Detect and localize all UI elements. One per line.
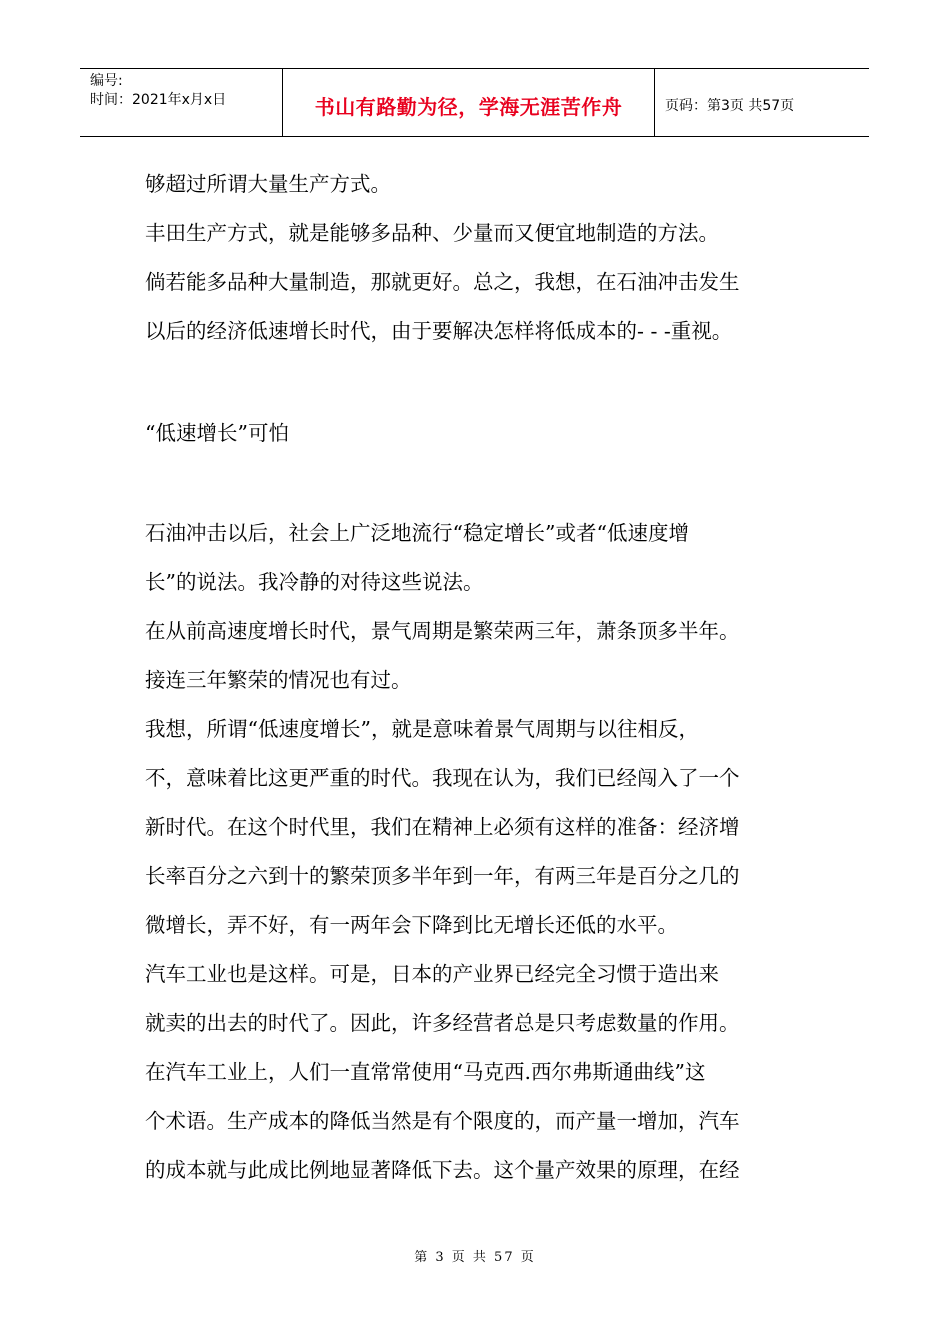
text-line: 微增长，弄不好，有一两年会下降到比无增长还低的水平。: [145, 913, 678, 937]
header-meta: [80, 69, 283, 136]
paragraph-3: [145, 509, 825, 1195]
text-line: 个术语。生产成本的降低当然是有个限度的，而产量一增加，汽车: [145, 1109, 740, 1133]
header-page-info-cell: [655, 69, 869, 136]
page-footer: [0, 1246, 950, 1265]
paragraph-1: [145, 160, 825, 209]
text-line: 在汽车工业上，人们一直常常使用“马克西.西尔弗斯通曲线”这: [145, 1060, 706, 1084]
text-line: 的成本就与此成比例地显著降低下去。这个量产效果的原理，在经: [145, 1158, 740, 1182]
paragraph-2: [145, 209, 825, 356]
text-line: 不，意味着比这更严重的时代。我现在认为，我们已经闯入了一个: [145, 766, 740, 790]
header-motto-cell: [283, 69, 655, 136]
text-line: 石油冲击以后，社会上广泛地流行“稳定增长”或者“低速度增: [145, 521, 689, 545]
text-line: 接连三年繁荣的情况也有过。: [145, 668, 412, 692]
page-header: [80, 68, 869, 137]
text-line: 丰田生产方式，就是能够多品种、少量而又便宜地制造的方法。: [145, 221, 719, 245]
text-line: 就卖的出去的时代了。因此，许多经营者总是只考虑数量的作用。: [145, 1011, 740, 1035]
section-heading: “低速增长”可怕: [145, 421, 289, 445]
text-line: 我想，所谓“低速度增长”，就是意味着景气周期与以往相反，: [145, 717, 699, 741]
text-line: 在从前高速度增长时代，景气周期是繁荣两三年，萧条顶多半年。: [145, 619, 740, 643]
footer-page-number: 第 3 页 共 57 页: [414, 1250, 536, 1265]
document-number-label: 编号:: [90, 73, 123, 89]
text-line: 够超过所谓大量生产方式。: [145, 172, 391, 196]
section-heading-block: [145, 409, 825, 458]
text-line: 以后的经济低速增长时代，由于要解决怎样将低成本的- - -重视。: [145, 319, 733, 343]
text-line: 长”的说法。我冷静的对待这些说法。: [145, 570, 484, 594]
text-line: 汽车工业也是这样。可是，日本的产业界已经完全习惯于造出来: [145, 962, 719, 986]
text-line: 倘若能多品种大量制造，那就更好。总之，我想，在石油冲击发生: [145, 270, 740, 294]
header-page-info: 页码：第3页 共57页: [665, 98, 795, 114]
document-date: 时间：2021年x月x日: [90, 92, 227, 108]
text-line: 长率百分之六到十的繁荣顶多半年到一年，有两三年是百分之几的: [145, 864, 740, 888]
text-line: 新时代。在这个时代里，我们在精神上必须有这样的准备：经济增: [145, 815, 740, 839]
header-motto: 书山有路勤为径，学海无涯苦作舟: [314, 94, 623, 119]
